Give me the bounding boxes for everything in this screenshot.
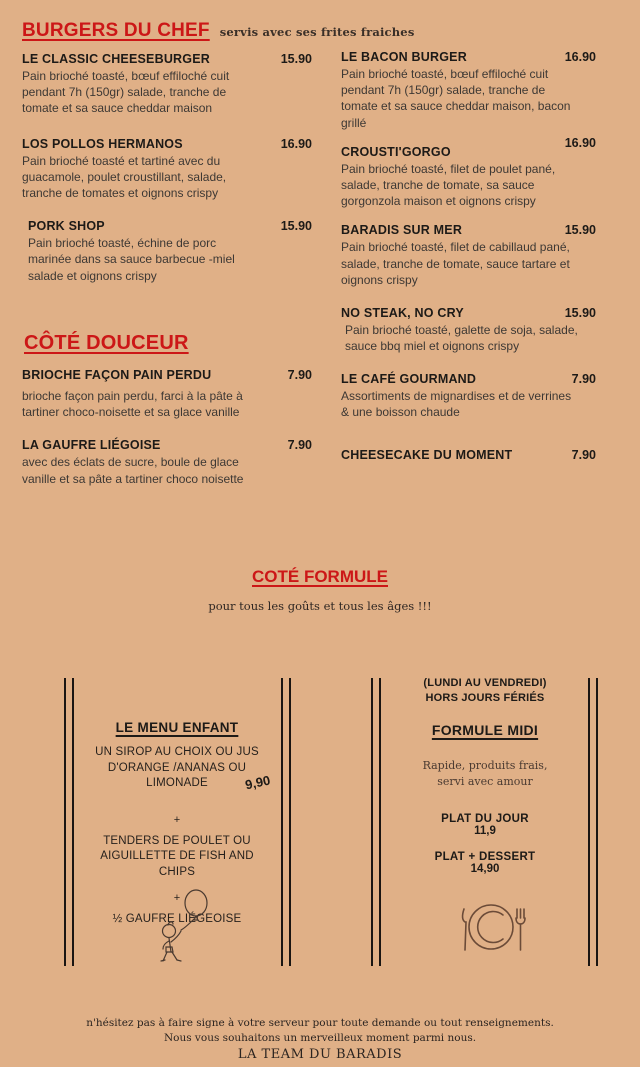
menu-item-description: Pain brioché toasté, bœuf effiloché cuit pendant 7h (150gr) salade, tranche de tomate et sa sauce cheddar maison, bacon grillé xyxy=(341,67,571,130)
menu-item-name: LOS POLLOS HERMANOS xyxy=(22,136,183,151)
menu-item-price: 7.90 xyxy=(571,448,596,463)
menu-item[interactable] xyxy=(341,50,596,131)
divider-line xyxy=(281,678,283,966)
formule-midi-title: FORMULE MIDI xyxy=(431,721,539,738)
menu-item-description: Pain brioché toasté et tartiné avec du guacamole, poulet croustillant, salade, tranche de tomates et oignons crispy xyxy=(22,153,227,200)
footer-line-1: n'hésitez pas à faire signe à votre serveur pour toute demande ou tout renseignements. xyxy=(86,1017,554,1029)
divider-line xyxy=(64,678,66,966)
burgers-subtitle: servis avec ses frites fraiches xyxy=(219,25,415,39)
menu-item-description: brioche façon pain perdu, farci à la pâte à tartiner choco-noisette et sa glace vanille xyxy=(22,389,243,420)
menu-item[interactable] xyxy=(341,448,596,463)
divider-line xyxy=(289,678,291,966)
menu-item-header xyxy=(22,438,312,453)
menu-item-description: Pain brioché toasté, filet de poulet pané, salade, tranche de tomate, sa sauce gorgonzola maison et oignons crispy xyxy=(341,161,556,209)
footer xyxy=(0,1016,640,1062)
menu-item-price: 16.90 xyxy=(564,135,596,150)
formule-midi-offer[interactable] xyxy=(405,813,565,837)
menu-item[interactable] xyxy=(341,223,596,288)
formule-midi-offer-price: 11,9 xyxy=(474,824,496,837)
menu-item-header xyxy=(341,448,596,463)
formule-midi-availability-line-1: (LUNDI AU VENDREDI) xyxy=(423,677,547,689)
menu-item-name: PORK SHOP xyxy=(28,219,105,234)
menu-item-header xyxy=(341,372,596,387)
menu-item-name: CROUSTI'GORGO xyxy=(341,144,451,159)
menu-item-description: Pain brioché toasté, bœuf effiloché cuit pendant 7h (150gr) salade, tranche de tomate et sa sauce cheddar maison xyxy=(22,69,230,116)
divider-line xyxy=(371,678,373,966)
divider-line xyxy=(379,678,381,966)
menu-item-price: 7.90 xyxy=(287,368,312,382)
menu-item-price: 16.90 xyxy=(564,50,596,64)
menu-item-price: 15.90 xyxy=(564,305,596,320)
menu-item-name: LA GAUFRE LIÉGOISE xyxy=(22,438,161,453)
menu-item-header xyxy=(341,50,596,65)
menu-item[interactable] xyxy=(341,372,596,420)
menu-item-header xyxy=(341,135,596,160)
menu-item-name: CHEESECAKE DU MOMENT xyxy=(341,448,513,463)
formule-midi-offer-label: PLAT + DESSERT xyxy=(434,850,536,863)
formule-midi-offer-price: 14,90 xyxy=(470,862,500,875)
formule-title: COTÉ FORMULE xyxy=(252,567,388,586)
menu-item-name: LE BACON BURGER xyxy=(341,50,467,64)
menu-item-description: Pain brioché toasté, filet de cabillaud pané, salade, tranche de tomate, sauce tartare et oignons crispy xyxy=(341,240,570,287)
douceur-left-column xyxy=(22,368,312,501)
menu-item-description: Assortiments de mignardises et de verrines & une boisson chaude xyxy=(341,389,572,420)
formule-midi-availability-line-2: HORS JOURS FÉRIÉS xyxy=(425,691,545,704)
menu-item-price: 15.90 xyxy=(280,52,312,66)
menu-item[interactable] xyxy=(28,219,312,284)
menu-enfant-plus-2: + xyxy=(173,892,181,905)
menu-item-header xyxy=(22,368,312,383)
menu-item[interactable] xyxy=(22,368,312,420)
plate-cutlery-icon xyxy=(455,895,527,962)
menu-item-name: BARADIS SUR MER xyxy=(341,223,463,238)
menu-item[interactable] xyxy=(22,52,312,117)
menu-item-price: 7.90 xyxy=(571,372,596,386)
menu-item-price: 15.90 xyxy=(564,223,596,238)
douceur-title: CÔTÉ DOUCEUR xyxy=(24,332,189,354)
menu-enfant-plus-1: + xyxy=(173,813,181,826)
formule-midi-offer[interactable] xyxy=(405,851,565,875)
menu-item-header xyxy=(341,223,596,238)
menu-item-header xyxy=(22,52,312,67)
douceur-right-column xyxy=(341,372,596,477)
divider-line xyxy=(588,678,590,966)
formule-midi-offer-label: PLAT DU JOUR xyxy=(441,812,529,825)
menu-item-description: Pain brioché toasté, galette de soja, salade, sauce bbq miel et oignons crispy xyxy=(345,322,578,354)
footer-signature: LA TEAM DU BARADIS xyxy=(237,1047,403,1063)
menu-item-price: 16.90 xyxy=(280,136,312,151)
menu-item-description: Pain brioché toasté, échine de porc marinée dans sa sauce barbecue -miel salade et oignons crispy xyxy=(28,236,235,283)
menu-enfant-line-1: UN SIROP AU CHOIX OU JUS D'ORANGE /ANANAS OU LIMONADE xyxy=(95,746,259,790)
formule-midi-tagline-line-1: Rapide, produits frais, xyxy=(422,758,548,772)
menu-item-price: 7.90 xyxy=(287,438,312,453)
menu-enfant-price: 9,90 xyxy=(243,772,272,793)
menu-item[interactable] xyxy=(22,438,312,486)
menu-item-header xyxy=(341,306,596,321)
menu-item-name: LE CLASSIC CHEESEBURGER xyxy=(22,52,210,66)
divider-line xyxy=(72,678,74,966)
menu-item-price: 15.90 xyxy=(280,219,312,234)
footer-line-2: Nous vous souhaitons un merveilleux moment parmi nous. xyxy=(163,1032,477,1045)
menu-item-name: BRIOCHE FAÇON PAIN PERDU xyxy=(22,368,212,382)
menu-item[interactable] xyxy=(341,306,596,354)
menu-item[interactable] xyxy=(22,137,312,202)
burgers-left-column xyxy=(22,52,312,298)
menu-item[interactable] xyxy=(341,135,596,210)
formule-midi-tagline-line-2: servi avec amour xyxy=(437,775,533,789)
menu-enfant-line-2: TENDERS DE POULET OU AIGUILLETTE DE FISH AND CHIPS xyxy=(100,834,254,878)
menu-item-header xyxy=(22,137,312,152)
burgers-title: BURGERS DU CHEF xyxy=(22,20,210,41)
menu-item-description: avec des éclats de sucre, boule de glace vanille et sa pâte a tartiner choco noisette xyxy=(22,455,244,486)
menu-item-header xyxy=(28,219,312,234)
menu-enfant-title: LE MENU ENFANT xyxy=(115,720,239,735)
burgers-right-column xyxy=(341,50,596,368)
douceur-section-header xyxy=(24,332,189,355)
menu-enfant-line-3: ½ GAUFRE LIÉGEOISE xyxy=(112,913,242,926)
divider-line xyxy=(596,678,598,966)
formule-midi-panel xyxy=(405,676,565,875)
burgers-section-header xyxy=(22,20,415,42)
menu-item-name: LE CAFÉ GOURMAND xyxy=(341,372,477,386)
formule-subtitle: pour tous les goûts et tous les âges !!! xyxy=(208,599,432,613)
menu-item-name: NO STEAK, NO CRY xyxy=(341,305,464,320)
child-with-balloon-icon xyxy=(155,884,225,967)
